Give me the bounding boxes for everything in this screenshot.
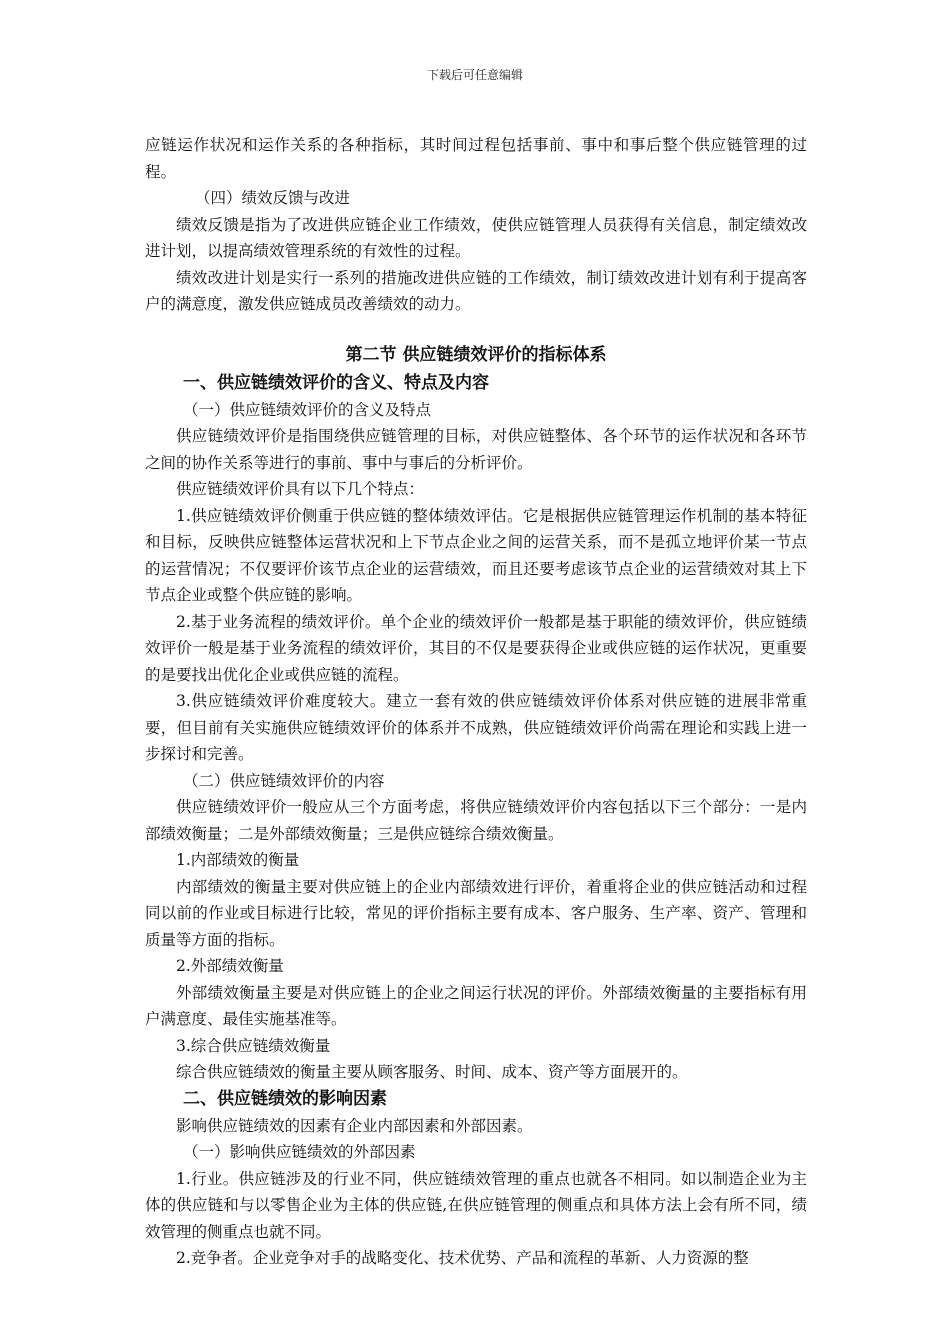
paragraph: 绩效改进计划是实行一系列的措施改进供应链的工作绩效，制订绩效改进计划有利于提高客户的满意度，激发供应链成员改善绩效的动力。 [145,268,807,313]
paragraph: 2.基于业务流程的绩效评价。单个企业的绩效评价一般都是基于职能的绩效评价，供应链绩效评价一般是基于业务流程的绩效评价，其目的不仅是要获得企业或供应链的运作状况，更重要的是要找出优化企业或供应链的流程。 [145,612,807,684]
paragraph: 应链运作状况和运作关系的各种指标，其时间过程包括事前、事中和事后整个供应链管理的过程。 [145,136,807,181]
chapter-heading: 二、供应链绩效的影响因素 [183,1088,387,1109]
paragraph: 2.竞争者。企业竞争对手的战略变化、技术优势、产品和流程的革新、人力资源的整 [176,1249,749,1267]
list-item-heading: 2.外部绩效衡量 [176,957,284,975]
paragraph: 绩效反馈是指为了改进供应链企业工作绩效，使供应链管理人员获得有关信息，制定绩效改进计划，以提高绩效管理系统的有效性的过程。 [145,215,807,260]
paragraph: 1.供应链绩效评价侧重于供应链的整体绩效评估。它是根据供应链管理运作机制的基本特征和目标，反映供应链整体运营状况和上下节点企业之间的运营关系，而不是孤立地评价某一节点的运营情况；不仅要评价该节点企业的运营绩效，而且还要考虑该节点企业的运营绩效对其上下节点企业或整个供应链的影响。 [145,506,807,604]
list-item-heading: 1.内部绩效的衡量 [176,851,300,869]
chapter-heading: 一、供应链绩效评价的含义、特点及内容 [183,372,489,393]
paragraph: 供应链绩效评价是指围绕供应链管理的目标，对供应链整体、各个环节的运作状况和各环节之间的协作关系等进行的事前、事中与事后的分析评价。 [145,427,807,472]
paragraph: 外部绩效衡量主要是对供应链上的企业之间运行状况的评价。外部绩效衡量的主要指标有用户满意度、最佳实施基准等。 [145,983,807,1028]
paragraph: 供应链绩效评价一般应从三个方面考虑，将供应链绩效评价内容包括以下三个部分：一是内部绩效衡量；二是外部绩效衡量；三是供应链综合绩效衡量。 [145,798,807,843]
subheading: （一）影响供应链绩效的外部因素 [183,1143,416,1161]
paragraph: 内部绩效的衡量主要对供应链上的企业内部绩效进行评价，着重将企业的供应链活动和过程同以前的作业或目标进行比较，常见的评价指标主要有成本、客户服务、生产率、资产、管理和质量等方面的指标。 [145,877,807,949]
paragraph: 影响供应链绩效的因素有企业内部因素和外部因素。 [176,1116,533,1135]
page-header: 下载后可任意编辑 [426,68,523,82]
document-body [145,132,807,1272]
paragraph: 1.行业。供应链涉及的行业不同，供应链绩效管理的重点也就各不相同。如以制造企业为主体的供应链和与以零售企业为主体的供应链,在供应链管理的侧重点和具体方法上会有所不同，绩效管理的侧重点也就不同。 [145,1169,807,1241]
section-title: 第二节 供应链绩效评价的指标体系 [345,344,607,365]
subheading: （二）供应链绩效评价的内容 [183,771,385,790]
list-item-heading: 3.综合供应链绩效衡量 [176,1036,331,1055]
paragraph: 3.供应链绩效评价难度较大。建立一套有效的供应链绩效评价体系对供应链的进展非常重要，但目前有关实施供应链绩效评价的体系并不成熟，供应链绩效评价尚需在理论和实践上进一步探讨和完善。 [145,692,807,763]
subheading: （一）供应链绩效评价的含义及特点 [183,400,432,419]
paragraph: 供应链绩效评价具有以下几个特点： [176,480,425,498]
paragraph: 综合供应链绩效的衡量主要从顾客服务、时间、成本、资产等方面展开的。 [176,1063,688,1081]
subheading: （四）绩效反馈与改进 [195,189,351,207]
